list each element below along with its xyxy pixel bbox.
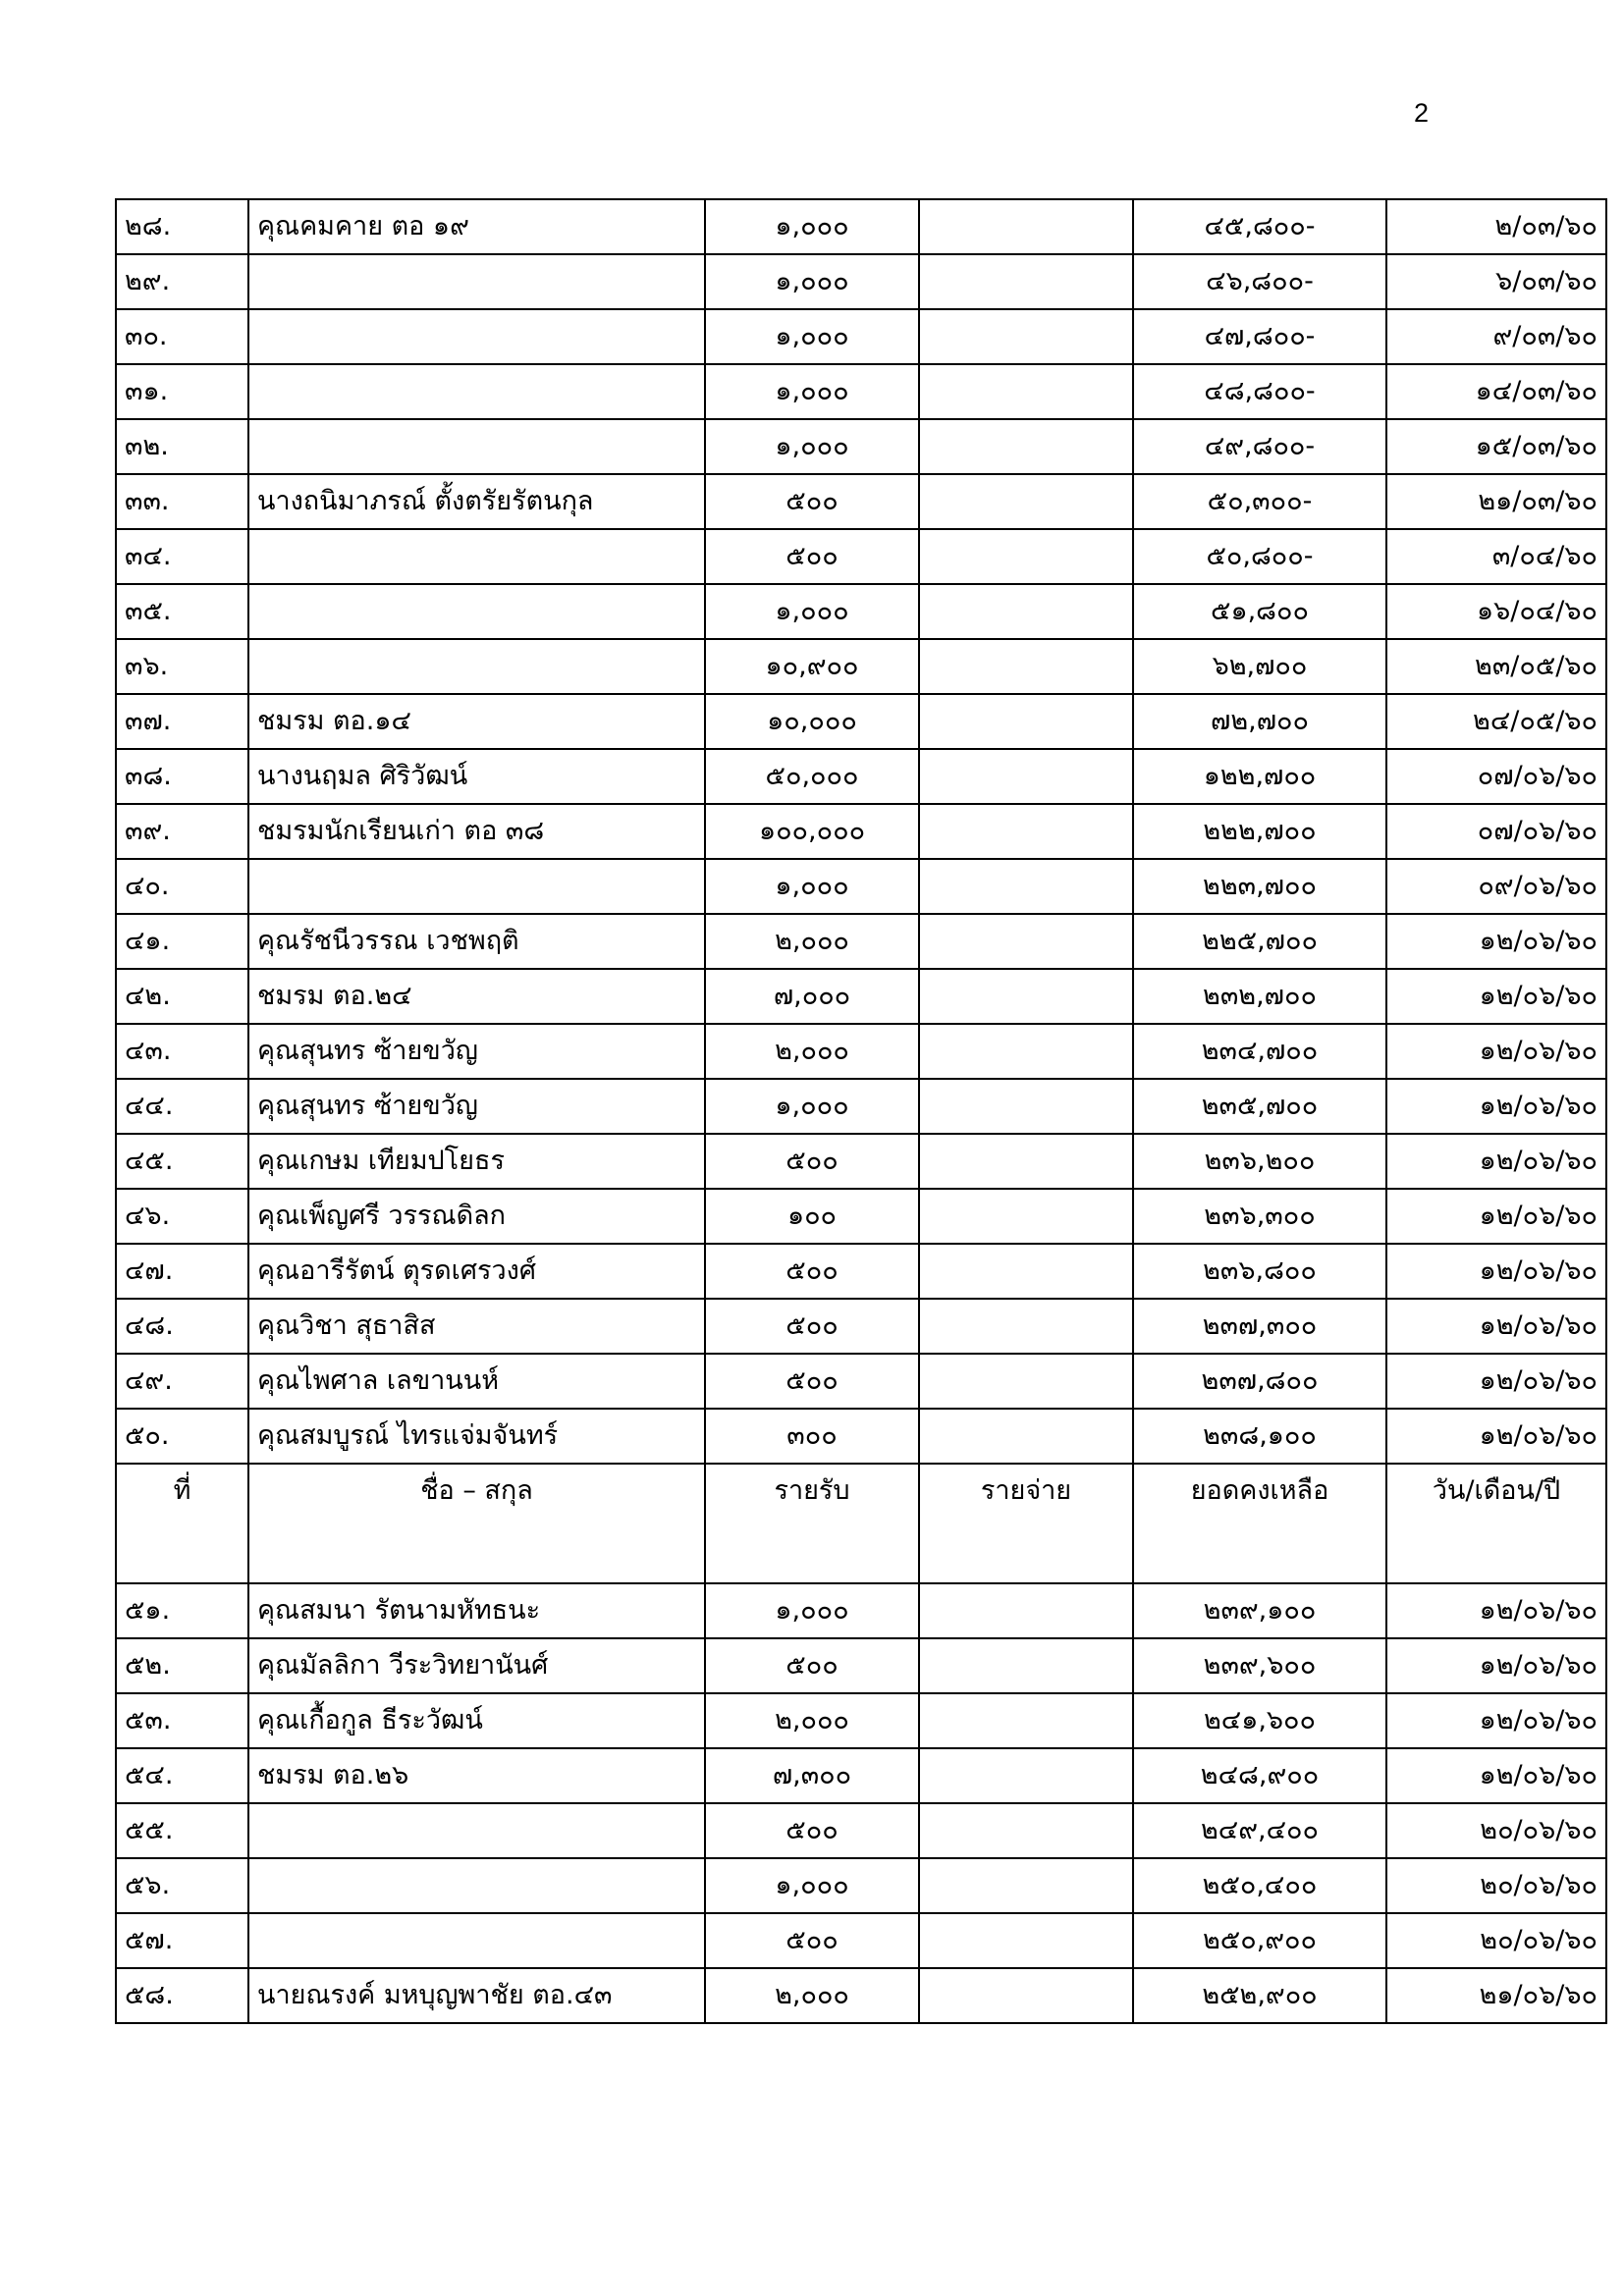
- donation-ledger-table: [115, 198, 1607, 2024]
- table-row: [116, 309, 1606, 364]
- table-row: [116, 419, 1606, 474]
- entry-date: ๒๐/๐๖/๖๐: [1386, 1858, 1606, 1913]
- entry-date: ๐๗/๐๖/๖๐: [1386, 804, 1606, 859]
- table-row: [116, 694, 1606, 749]
- ledger-rows-after-header: [116, 1583, 1606, 2023]
- table-row: [116, 1583, 1606, 1638]
- row-number: ๒๙.: [116, 254, 248, 309]
- entry-date: ๑๒/๐๖/๖๐: [1386, 1638, 1606, 1693]
- row-number: ๕๗.: [116, 1913, 248, 1968]
- balance-amount: ๕๐,๓๐๐-: [1133, 474, 1386, 529]
- income-amount: ๓๐๐: [705, 1409, 919, 1464]
- donor-name: [248, 254, 705, 309]
- balance-amount: ๒๓๘,๑๐๐: [1133, 1409, 1386, 1464]
- income-amount: ๑,๐๐๐: [705, 419, 919, 474]
- balance-amount: ๖๒,๗๐๐: [1133, 639, 1386, 694]
- donor-name: [248, 419, 705, 474]
- donor-name: นายณรงค์ มหบุญพาชัย ตอ.๔๓: [248, 1968, 705, 2023]
- balance-amount: ๒๕๒,๙๐๐: [1133, 1968, 1386, 2023]
- donor-name: คุณสมนา รัตนามหัทธนะ: [248, 1583, 705, 1638]
- row-number: ๓๐.: [116, 309, 248, 364]
- row-number: ๓๗.: [116, 694, 248, 749]
- expense-amount: [919, 1409, 1133, 1464]
- row-number: ๔๓.: [116, 1024, 248, 1079]
- row-number: ๔๙.: [116, 1354, 248, 1409]
- row-number: ๕๐.: [116, 1409, 248, 1464]
- row-number: ๓๕.: [116, 584, 248, 639]
- expense-amount: [919, 199, 1133, 254]
- entry-date: ๓/๐๔/๖๐: [1386, 529, 1606, 584]
- table-row: [116, 199, 1606, 254]
- row-number: ๓๔.: [116, 529, 248, 584]
- row-number: ๕๑.: [116, 1583, 248, 1638]
- expense-amount: [919, 364, 1133, 419]
- balance-amount: ๒๓๙,๖๐๐: [1133, 1638, 1386, 1693]
- row-number: ๕๘.: [116, 1968, 248, 2023]
- entry-date: ๙/๐๓/๖๐: [1386, 309, 1606, 364]
- entry-date: ๒๑/๐๖/๖๐: [1386, 1968, 1606, 2023]
- balance-amount: ๕๑,๘๐๐: [1133, 584, 1386, 639]
- ledger-rows-before-header: [116, 199, 1606, 1464]
- balance-amount: ๒๔๙,๔๐๐: [1133, 1803, 1386, 1858]
- table-row: [116, 1913, 1606, 1968]
- expense-amount: [919, 859, 1133, 914]
- row-number: ๓๓.: [116, 474, 248, 529]
- row-number: ๔๔.: [116, 1079, 248, 1134]
- entry-date: ๒๐/๐๖/๖๐: [1386, 1803, 1606, 1858]
- balance-amount: ๒๔๑,๖๐๐: [1133, 1693, 1386, 1748]
- donor-name: คุณอารีรัตน์ ตุรดเศรวงศ์: [248, 1244, 705, 1299]
- row-number: ๕๔.: [116, 1748, 248, 1803]
- income-amount: ๑,๐๐๐: [705, 1858, 919, 1913]
- expense-amount: [919, 254, 1133, 309]
- income-amount: ๑,๐๐๐: [705, 859, 919, 914]
- balance-amount: ๒๓๒,๗๐๐: [1133, 969, 1386, 1024]
- entry-date: ๑๒/๐๖/๖๐: [1386, 914, 1606, 969]
- income-amount: ๒,๐๐๐: [705, 1693, 919, 1748]
- table-row: [116, 1244, 1606, 1299]
- donor-name: [248, 1858, 705, 1913]
- income-amount: ๑,๐๐๐: [705, 1583, 919, 1638]
- table-row: [116, 1638, 1606, 1693]
- row-number: ๕๓.: [116, 1693, 248, 1748]
- entry-date: ๑๒/๐๖/๖๐: [1386, 1299, 1606, 1354]
- expense-amount: [919, 309, 1133, 364]
- donor-name: คุณไพศาล เลขานนห์: [248, 1354, 705, 1409]
- table-row: [116, 969, 1606, 1024]
- header-row: [116, 1464, 1606, 1583]
- balance-amount: ๒๕๐,๙๐๐: [1133, 1913, 1386, 1968]
- income-amount: ๒,๐๐๐: [705, 1024, 919, 1079]
- expense-amount: [919, 969, 1133, 1024]
- entry-date: ๐๗/๐๖/๖๐: [1386, 749, 1606, 804]
- expense-amount: [919, 1583, 1133, 1638]
- header-income: รายรับ: [705, 1464, 919, 1583]
- donor-name: ชมรม ตอ.๒๔: [248, 969, 705, 1024]
- table-row: [116, 1079, 1606, 1134]
- expense-amount: [919, 1299, 1133, 1354]
- income-amount: ๑,๐๐๐: [705, 199, 919, 254]
- expense-amount: [919, 474, 1133, 529]
- ledger-header: [116, 1464, 1606, 1583]
- donor-name: [248, 364, 705, 419]
- income-amount: ๕๐๐: [705, 1354, 919, 1409]
- balance-amount: ๒๒๒,๗๐๐: [1133, 804, 1386, 859]
- income-amount: ๑๐,๐๐๐: [705, 694, 919, 749]
- balance-amount: ๒๓๗,๓๐๐: [1133, 1299, 1386, 1354]
- income-amount: ๕๐๐: [705, 1803, 919, 1858]
- income-amount: ๕๐๐: [705, 1299, 919, 1354]
- entry-date: ๑๒/๐๖/๖๐: [1386, 1583, 1606, 1638]
- income-amount: ๕๐๐: [705, 1913, 919, 1968]
- balance-amount: ๔๙,๘๐๐-: [1133, 419, 1386, 474]
- donor-name: คุณสุนทร ซ้ายขวัญ: [248, 1079, 705, 1134]
- balance-amount: ๒๓๔,๗๐๐: [1133, 1024, 1386, 1079]
- expense-amount: [919, 1693, 1133, 1748]
- table-row: [116, 639, 1606, 694]
- balance-amount: ๔๕,๘๐๐-: [1133, 199, 1386, 254]
- entry-date: ๒๑/๐๓/๖๐: [1386, 474, 1606, 529]
- donor-name: [248, 584, 705, 639]
- donor-name: คุณเพ็ญศรี วรรณดิลก: [248, 1189, 705, 1244]
- expense-amount: [919, 639, 1133, 694]
- expense-amount: [919, 1244, 1133, 1299]
- entry-date: ๑๒/๐๖/๖๐: [1386, 1409, 1606, 1464]
- balance-amount: ๕๐,๘๐๐-: [1133, 529, 1386, 584]
- row-number: ๓๖.: [116, 639, 248, 694]
- entry-date: ๑๒/๐๖/๖๐: [1386, 1244, 1606, 1299]
- header-date: วัน/เดือน/ปี: [1386, 1464, 1606, 1583]
- income-amount: ๕๐๐: [705, 1638, 919, 1693]
- expense-amount: [919, 914, 1133, 969]
- table-row: [116, 1189, 1606, 1244]
- donor-name: นางนฤมล ศิริวัฒน์: [248, 749, 705, 804]
- donor-name: [248, 1803, 705, 1858]
- row-number: ๕๒.: [116, 1638, 248, 1693]
- entry-date: ๑๒/๐๖/๖๐: [1386, 1693, 1606, 1748]
- income-amount: ๗,๐๐๐: [705, 969, 919, 1024]
- expense-amount: [919, 1079, 1133, 1134]
- table-row: [116, 1299, 1606, 1354]
- table-row: [116, 1409, 1606, 1464]
- entry-date: ๒๐/๐๖/๖๐: [1386, 1913, 1606, 1968]
- row-number: ๓๒.: [116, 419, 248, 474]
- expense-amount: [919, 529, 1133, 584]
- expense-amount: [919, 1354, 1133, 1409]
- entry-date: ๒/๐๓/๖๐: [1386, 199, 1606, 254]
- header-balance: ยอดคงเหลือ: [1133, 1464, 1386, 1583]
- income-amount: ๕๐,๐๐๐: [705, 749, 919, 804]
- table-row: [116, 1858, 1606, 1913]
- expense-amount: [919, 1638, 1133, 1693]
- entry-date: ๑๒/๐๖/๖๐: [1386, 1079, 1606, 1134]
- balance-amount: ๒๒๓,๗๐๐: [1133, 859, 1386, 914]
- expense-amount: [919, 1803, 1133, 1858]
- balance-amount: ๒๒๕,๗๐๐: [1133, 914, 1386, 969]
- balance-amount: ๔๘,๘๐๐-: [1133, 364, 1386, 419]
- table-row: [116, 254, 1606, 309]
- donor-name: คุณมัลลิกา วีระวิทยานันศ์: [248, 1638, 705, 1693]
- table-row: [116, 529, 1606, 584]
- entry-date: ๑๖/๐๔/๖๐: [1386, 584, 1606, 639]
- row-number: ๔๖.: [116, 1189, 248, 1244]
- expense-amount: [919, 749, 1133, 804]
- row-number: ๓๙.: [116, 804, 248, 859]
- income-amount: ๑๐๐: [705, 1189, 919, 1244]
- table-row: [116, 584, 1606, 639]
- table-row: [116, 1134, 1606, 1189]
- entry-date: ๑๒/๐๖/๖๐: [1386, 1189, 1606, 1244]
- donor-name: คุณเกษม เทียมปโยธร: [248, 1134, 705, 1189]
- donor-name: คุณเกื้อกูล ธีระวัฒน์: [248, 1693, 705, 1748]
- row-number: ๔๑.: [116, 914, 248, 969]
- income-amount: ๑,๐๐๐: [705, 1079, 919, 1134]
- entry-date: ๑๔/๐๓/๖๐: [1386, 364, 1606, 419]
- table-row: [116, 1024, 1606, 1079]
- table-row: [116, 1354, 1606, 1409]
- entry-date: ๑๒/๐๖/๖๐: [1386, 1748, 1606, 1803]
- table-row: [116, 474, 1606, 529]
- header-expense: รายจ่าย: [919, 1464, 1133, 1583]
- income-amount: ๒,๐๐๐: [705, 1968, 919, 2023]
- donor-name: คุณสุนทร ซ้ายขวัญ: [248, 1024, 705, 1079]
- income-amount: ๕๐๐: [705, 1134, 919, 1189]
- donor-name: คุณสมบูรณ์ ไทรแจ่มจันทร์: [248, 1409, 705, 1464]
- table-row: [116, 1968, 1606, 2023]
- donor-name: ชมรม ตอ.๒๖: [248, 1748, 705, 1803]
- income-amount: ๗,๓๐๐: [705, 1748, 919, 1803]
- donor-name: คุณรัชนีวรรณ เวชพฤติ: [248, 914, 705, 969]
- donor-name: นางถนิมาภรณ์ ตั้งตรัยรัตนกุล: [248, 474, 705, 529]
- income-amount: ๑๐,๙๐๐: [705, 639, 919, 694]
- row-number: ๔๘.: [116, 1299, 248, 1354]
- table-row: [116, 1693, 1606, 1748]
- donor-name: ชมรมนักเรียนเก่า ตอ ๓๘: [248, 804, 705, 859]
- balance-amount: ๒๓๕,๗๐๐: [1133, 1079, 1386, 1134]
- donor-name: [248, 859, 705, 914]
- balance-amount: ๒๕๐,๔๐๐: [1133, 1858, 1386, 1913]
- expense-amount: [919, 1913, 1133, 1968]
- expense-amount: [919, 694, 1133, 749]
- entry-date: ๑๒/๐๖/๖๐: [1386, 969, 1606, 1024]
- row-number: ๓๘.: [116, 749, 248, 804]
- expense-amount: [919, 1858, 1133, 1913]
- income-amount: ๑,๐๐๐: [705, 254, 919, 309]
- table-row: [116, 804, 1606, 859]
- balance-amount: ๑๒๒,๗๐๐: [1133, 749, 1386, 804]
- header-no: ที่: [116, 1464, 248, 1583]
- table-row: [116, 1803, 1606, 1858]
- balance-amount: ๒๓๗,๘๐๐: [1133, 1354, 1386, 1409]
- expense-amount: [919, 1968, 1133, 2023]
- income-amount: ๕๐๐: [705, 1244, 919, 1299]
- entry-date: ๑๒/๐๖/๖๐: [1386, 1134, 1606, 1189]
- donor-name: [248, 309, 705, 364]
- page-number: 2: [1414, 98, 1430, 128]
- entry-date: ๒๔/๐๕/๖๐: [1386, 694, 1606, 749]
- expense-amount: [919, 1024, 1133, 1079]
- row-number: ๒๘.: [116, 199, 248, 254]
- balance-amount: ๒๓๖,๒๐๐: [1133, 1134, 1386, 1189]
- balance-amount: ๒๔๘,๙๐๐: [1133, 1748, 1386, 1803]
- entry-date: ๑๒/๐๖/๖๐: [1386, 1354, 1606, 1409]
- row-number: ๕๖.: [116, 1858, 248, 1913]
- donor-name: คุณคมคาย ตอ ๑๙: [248, 199, 705, 254]
- income-amount: ๒,๐๐๐: [705, 914, 919, 969]
- table-row: [116, 364, 1606, 419]
- table-row: [116, 914, 1606, 969]
- donor-name: [248, 639, 705, 694]
- header-name: ชื่อ – สกุล: [248, 1464, 705, 1583]
- row-number: ๔๕.: [116, 1134, 248, 1189]
- balance-amount: ๗๒,๗๐๐: [1133, 694, 1386, 749]
- expense-amount: [919, 1134, 1133, 1189]
- expense-amount: [919, 1748, 1133, 1803]
- donor-name: ชมรม ตอ.๑๔: [248, 694, 705, 749]
- table-row: [116, 859, 1606, 914]
- income-amount: ๑,๐๐๐: [705, 309, 919, 364]
- expense-amount: [919, 584, 1133, 639]
- row-number: ๔๗.: [116, 1244, 248, 1299]
- expense-amount: [919, 804, 1133, 859]
- row-number: ๔๒.: [116, 969, 248, 1024]
- income-amount: ๑๐๐,๐๐๐: [705, 804, 919, 859]
- row-number: ๔๐.: [116, 859, 248, 914]
- row-number: ๕๕.: [116, 1803, 248, 1858]
- row-number: ๓๑.: [116, 364, 248, 419]
- income-amount: ๑,๐๐๐: [705, 364, 919, 419]
- donor-name: [248, 1913, 705, 1968]
- entry-date: ๑๕/๐๓/๖๐: [1386, 419, 1606, 474]
- table-row: [116, 749, 1606, 804]
- entry-date: ๑๒/๐๖/๖๐: [1386, 1024, 1606, 1079]
- donor-name: [248, 529, 705, 584]
- income-amount: ๕๐๐: [705, 474, 919, 529]
- expense-amount: [919, 419, 1133, 474]
- balance-amount: ๒๓๙,๑๐๐: [1133, 1583, 1386, 1638]
- entry-date: ๖/๐๓/๖๐: [1386, 254, 1606, 309]
- income-amount: ๕๐๐: [705, 529, 919, 584]
- table-row: [116, 1748, 1606, 1803]
- balance-amount: ๔๖,๘๐๐-: [1133, 254, 1386, 309]
- balance-amount: ๔๗,๘๐๐-: [1133, 309, 1386, 364]
- balance-amount: ๒๓๖,๓๐๐: [1133, 1189, 1386, 1244]
- entry-date: ๒๓/๐๕/๖๐: [1386, 639, 1606, 694]
- entry-date: ๐๙/๐๖/๖๐: [1386, 859, 1606, 914]
- expense-amount: [919, 1189, 1133, 1244]
- income-amount: ๑,๐๐๐: [705, 584, 919, 639]
- donor-name: คุณวิชา สุธาสิส: [248, 1299, 705, 1354]
- balance-amount: ๒๓๖,๘๐๐: [1133, 1244, 1386, 1299]
